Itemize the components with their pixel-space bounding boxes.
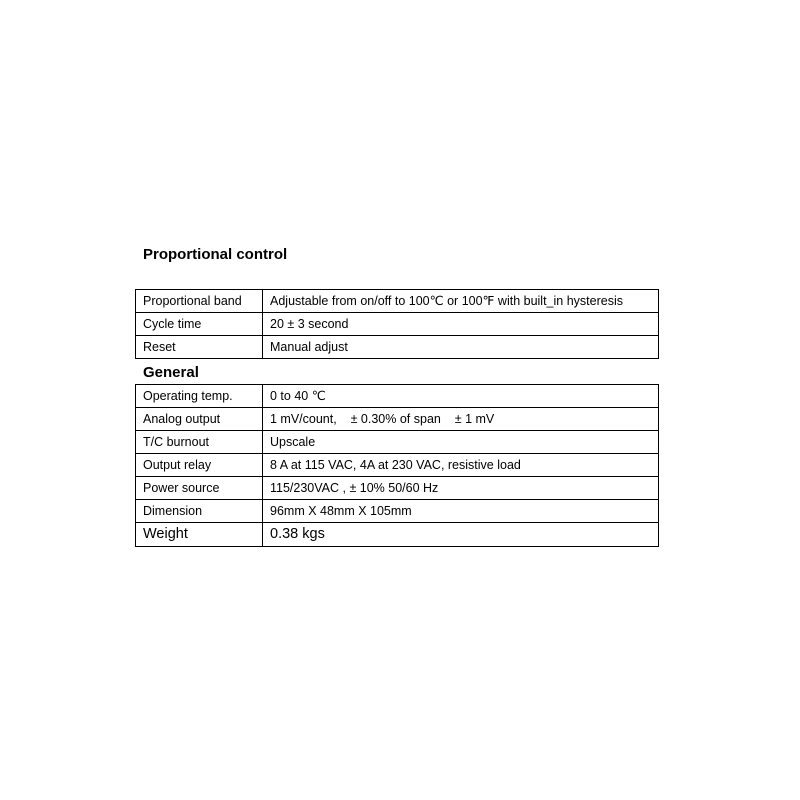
table-row [136,313,659,336]
spec-value: 115/230VAC , ± 10% 50/60 Hz [263,477,659,500]
spec-value: 0 to 40 ℃ [263,385,659,408]
table-row [136,500,659,523]
spec-value: 20 ± 3 second [263,313,659,336]
table-row [136,408,659,431]
proportional-control-table [135,289,659,359]
spec-label: Power source [136,477,263,500]
spec-value: 0.38 kgs [263,523,659,547]
spec-label: Cycle time [136,313,263,336]
table-row [136,431,659,454]
spec-label: Analog output [136,408,263,431]
table-row [136,477,659,500]
spec-value: 96mm X 48mm X 105mm [263,500,659,523]
table-row [136,385,659,408]
section-heading-proportional-control: Proportional control [143,246,288,263]
table-row [136,454,659,477]
spec-label: Reset [136,336,263,359]
spec-value: 1 mV/count, ± 0.30% of span ± 1 mV [263,408,659,431]
spec-label: Output relay [136,454,263,477]
spec-label: T/C burnout [136,431,263,454]
spec-value: Manual adjust [263,336,659,359]
spec-label: Dimension [136,500,263,523]
spec-value: Adjustable from on/off to 100℃ or 100℉ with built_in hysteresis [263,290,659,313]
general-table [135,384,659,547]
table-row [136,290,659,313]
spec-label: Proportional band [136,290,263,313]
table-row [136,336,659,359]
spec-value: Upscale [263,431,659,454]
spec-label: Operating temp. [136,385,263,408]
spec-label: Weight [136,523,263,547]
spec-value: 8 A at 115 VAC, 4A at 230 VAC, resistive load [263,454,659,477]
section-heading-general: General [143,364,199,381]
table-row [136,523,659,547]
